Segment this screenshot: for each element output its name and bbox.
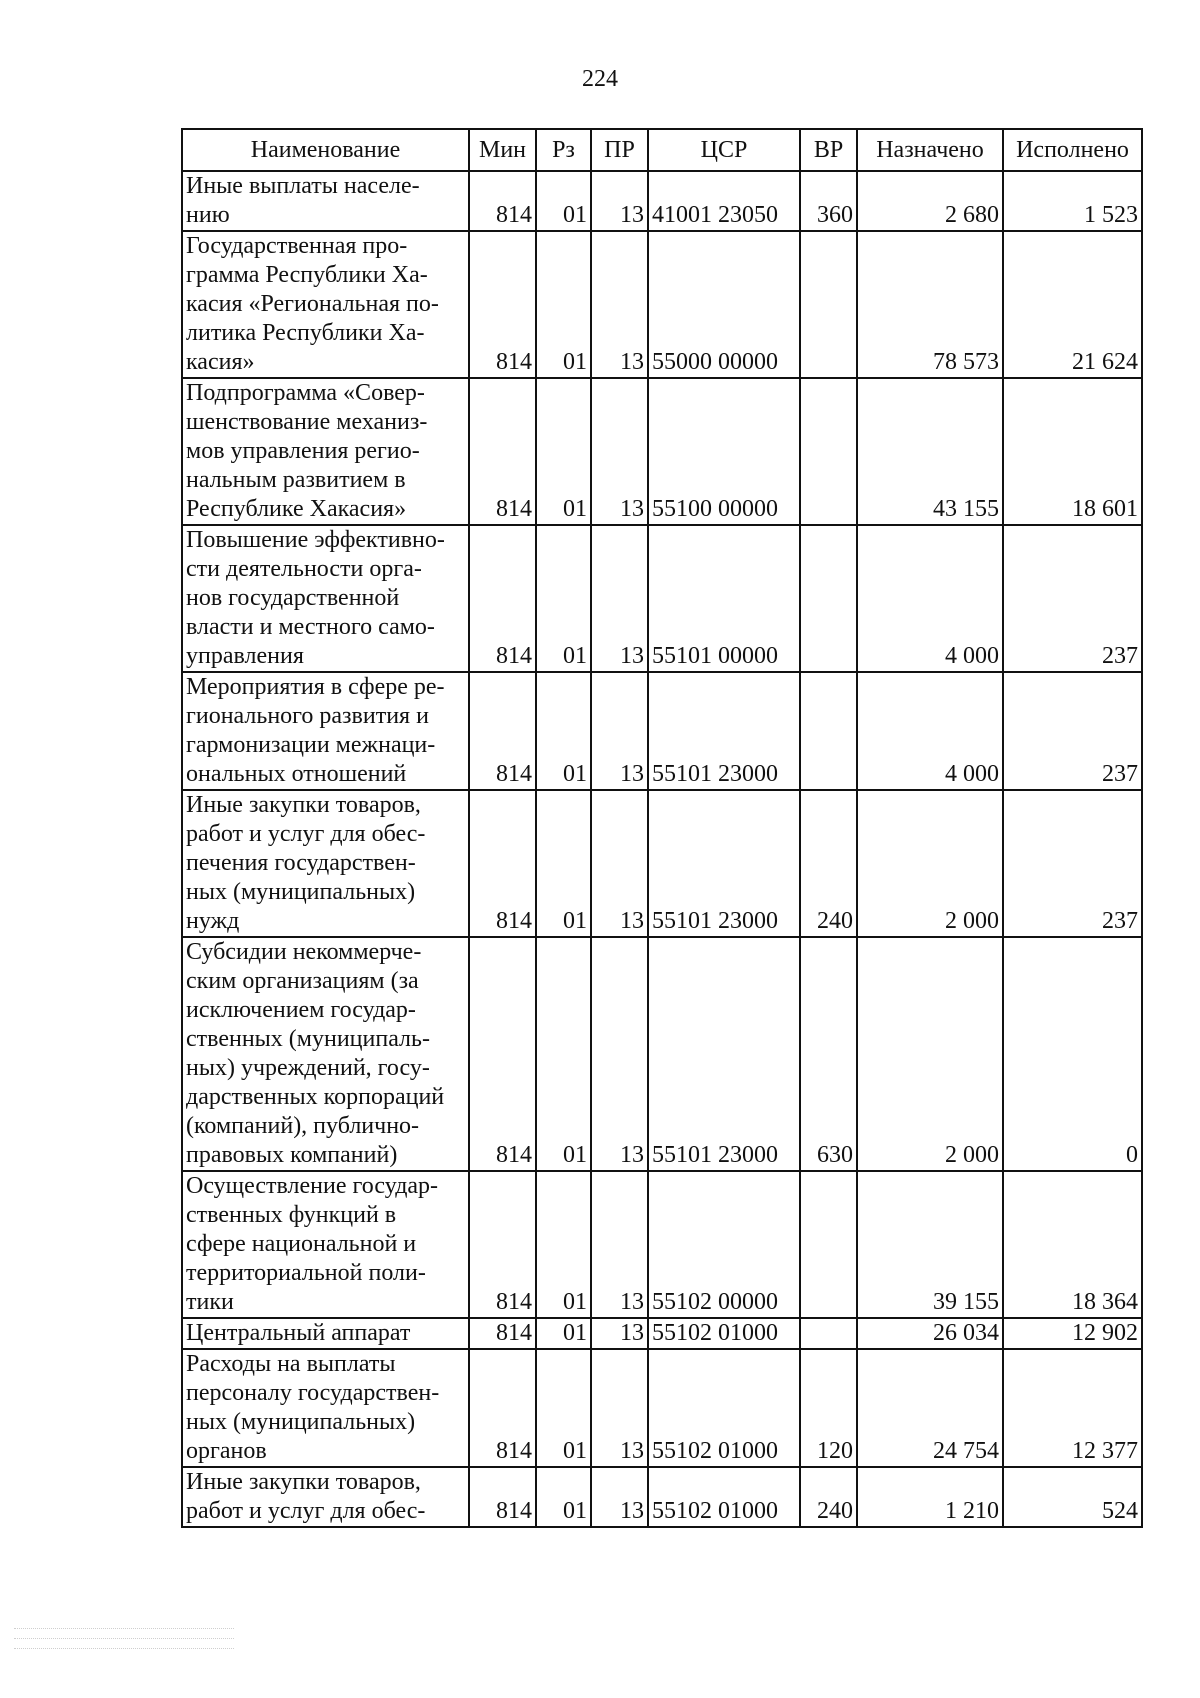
row-assigned-cell: 78 573 [857, 231, 1003, 378]
row-rz-cell: 01 [536, 378, 591, 525]
row-assigned-cell: 26 034 [857, 1318, 1003, 1349]
table-row [182, 1349, 1142, 1467]
row-name-cell: Мероприятия в сфере ре- гионального развития и гармонизации межнаци- ональных отношений [182, 672, 469, 790]
row-min-cell: 814 [469, 1171, 536, 1318]
row-min-cell: 814 [469, 672, 536, 790]
row-executed-cell: 18 601 [1003, 378, 1142, 525]
row-vr-cell [800, 231, 857, 378]
row-rz-cell: 01 [536, 1171, 591, 1318]
row-csr-cell: 55102 01000 [648, 1318, 800, 1349]
page-number: 224 [582, 66, 618, 92]
header-csr: ЦСР [648, 129, 800, 171]
row-vr-cell: 360 [800, 171, 857, 231]
row-name-cell: Расходы на выплаты персоналу государствен- ных (муниципальных) органов [182, 1349, 469, 1467]
row-pr-cell: 13 [591, 231, 648, 378]
row-assigned-cell: 4 000 [857, 525, 1003, 672]
table-header-row [182, 129, 1142, 171]
table-body [182, 171, 1142, 1527]
table-row [182, 1171, 1142, 1318]
row-rz-cell: 01 [536, 525, 591, 672]
row-name-cell: Иные закупки товаров, работ и услуг для обес- печения государствен- ных (муниципальных) нужд [182, 790, 469, 937]
header-vr: ВР [800, 129, 857, 171]
table-row [182, 937, 1142, 1171]
row-vr-cell [800, 1318, 857, 1349]
row-pr-cell: 13 [591, 1171, 648, 1318]
row-name-cell: Подпрограмма «Совер- шенствование механиз- мов управления регио- нальным развитием в Республике Хакасия» [182, 378, 469, 525]
row-pr-cell: 13 [591, 790, 648, 937]
row-csr-cell: 55000 00000 [648, 231, 800, 378]
row-csr-cell: 55102 01000 [648, 1349, 800, 1467]
row-vr-cell [800, 672, 857, 790]
row-csr-cell: 55102 00000 [648, 1171, 800, 1318]
row-vr-cell: 240 [800, 1467, 857, 1527]
row-assigned-cell: 2 000 [857, 790, 1003, 937]
row-rz-cell: 01 [536, 171, 591, 231]
row-csr-cell: 55100 00000 [648, 378, 800, 525]
row-min-cell: 814 [469, 231, 536, 378]
row-name-cell: Субсидии некоммерче- ским организациям (за исключением государ- ственных (муниципаль- ных) учреждений, госу- дарственных корпораций (компаний), публично- правовых компаний) [182, 937, 469, 1171]
row-pr-cell: 13 [591, 1349, 648, 1467]
row-executed-cell: 21 624 [1003, 231, 1142, 378]
header-executed: Исполнено [1003, 129, 1142, 171]
row-min-cell: 814 [469, 1467, 536, 1527]
row-pr-cell: 13 [591, 937, 648, 1171]
header-rz: Рз [536, 129, 591, 171]
row-csr-cell: 55101 23000 [648, 937, 800, 1171]
row-assigned-cell: 2 000 [857, 937, 1003, 1171]
row-name-cell: Осуществление государ- ственных функций в сфере национальной и территориальной поли- тики [182, 1171, 469, 1318]
row-name-cell: Центральный аппарат [182, 1318, 469, 1349]
row-assigned-cell: 24 754 [857, 1349, 1003, 1467]
row-executed-cell: 237 [1003, 525, 1142, 672]
row-executed-cell: 524 [1003, 1467, 1142, 1527]
row-pr-cell: 13 [591, 1318, 648, 1349]
row-name-cell: Государственная про- грамма Республики Ха- касия «Региональная по- литика Республики Ха- касия» [182, 231, 469, 378]
row-rz-cell: 01 [536, 790, 591, 937]
row-min-cell: 814 [469, 378, 536, 525]
budget-table [181, 128, 1143, 1528]
row-executed-cell: 12 902 [1003, 1318, 1142, 1349]
row-name-cell: Повышение эффективно- сти деятельности орга- нов государственной власти и местного само- управления [182, 525, 469, 672]
table-row [182, 525, 1142, 672]
table-row [182, 790, 1142, 937]
header-pr: ПР [591, 129, 648, 171]
row-vr-cell [800, 1171, 857, 1318]
row-executed-cell: 18 364 [1003, 1171, 1142, 1318]
row-csr-cell: 41001 23050 [648, 171, 800, 231]
table-row [182, 672, 1142, 790]
row-csr-cell: 55101 23000 [648, 672, 800, 790]
row-vr-cell [800, 378, 857, 525]
row-rz-cell: 01 [536, 1349, 591, 1467]
row-rz-cell: 01 [536, 672, 591, 790]
row-rz-cell: 01 [536, 937, 591, 1171]
table-row [182, 1318, 1142, 1349]
scan-artifact [14, 1620, 234, 1680]
row-executed-cell: 237 [1003, 790, 1142, 937]
row-min-cell: 814 [469, 1349, 536, 1467]
header-name: Наименование [182, 129, 469, 171]
row-vr-cell: 630 [800, 937, 857, 1171]
row-pr-cell: 13 [591, 1467, 648, 1527]
row-executed-cell: 1 523 [1003, 171, 1142, 231]
table-row [182, 171, 1142, 231]
row-pr-cell: 13 [591, 171, 648, 231]
row-min-cell: 814 [469, 790, 536, 937]
row-vr-cell: 120 [800, 1349, 857, 1467]
row-executed-cell: 12 377 [1003, 1349, 1142, 1467]
row-assigned-cell: 39 155 [857, 1171, 1003, 1318]
table-row [182, 378, 1142, 525]
row-pr-cell: 13 [591, 525, 648, 672]
row-csr-cell: 55101 00000 [648, 525, 800, 672]
header-min: Мин [469, 129, 536, 171]
table-row [182, 231, 1142, 378]
row-name-cell: Иные закупки товаров, работ и услуг для обес- [182, 1467, 469, 1527]
row-min-cell: 814 [469, 1318, 536, 1349]
row-csr-cell: 55101 23000 [648, 790, 800, 937]
table-row [182, 1467, 1142, 1527]
row-min-cell: 814 [469, 525, 536, 672]
row-assigned-cell: 2 680 [857, 171, 1003, 231]
row-pr-cell: 13 [591, 672, 648, 790]
row-assigned-cell: 1 210 [857, 1467, 1003, 1527]
row-min-cell: 814 [469, 937, 536, 1171]
row-vr-cell: 240 [800, 790, 857, 937]
row-csr-cell: 55102 01000 [648, 1467, 800, 1527]
row-name-cell: Иные выплаты населе- нию [182, 171, 469, 231]
row-rz-cell: 01 [536, 1318, 591, 1349]
row-executed-cell: 237 [1003, 672, 1142, 790]
row-min-cell: 814 [469, 171, 536, 231]
header-assigned: Назначено [857, 129, 1003, 171]
row-assigned-cell: 4 000 [857, 672, 1003, 790]
row-vr-cell [800, 525, 857, 672]
row-rz-cell: 01 [536, 231, 591, 378]
row-rz-cell: 01 [536, 1467, 591, 1527]
row-pr-cell: 13 [591, 378, 648, 525]
row-assigned-cell: 43 155 [857, 378, 1003, 525]
row-executed-cell: 0 [1003, 937, 1142, 1171]
